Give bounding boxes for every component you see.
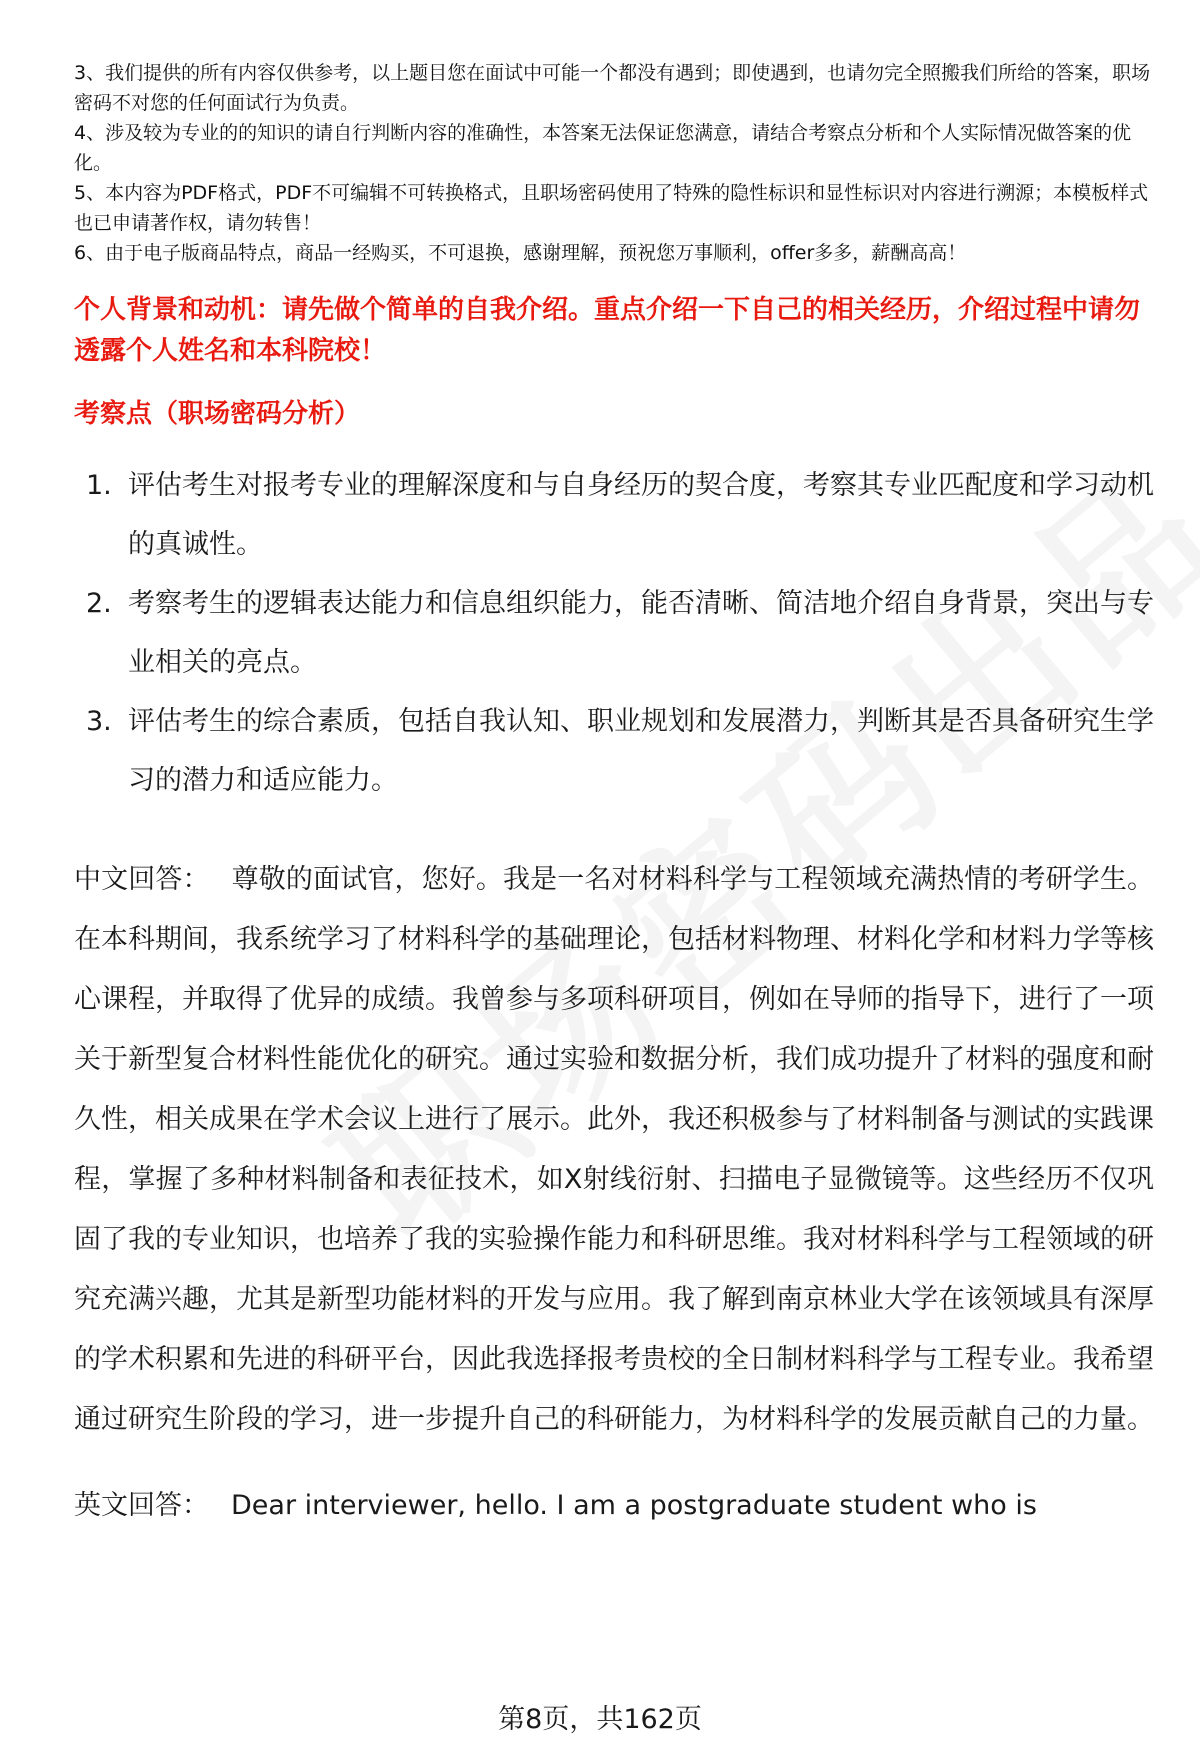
notes-block bbox=[74, 58, 1154, 268]
answer-english-label: 英文回答： bbox=[74, 1490, 209, 1521]
answer-english-text: Dear interviewer, hello. I am a postgraduate student who is bbox=[231, 1490, 1037, 1521]
analysis-point bbox=[74, 574, 1154, 692]
document-page bbox=[74, 58, 1154, 1526]
analysis-point bbox=[74, 456, 1154, 574]
point-number: 1. bbox=[86, 470, 112, 501]
interview-question: 个人背景和动机：请先做个简单的自我介绍。重点介绍一下自己的相关经历，介绍过程中请勿透露个人姓名和本科院校！ bbox=[74, 295, 1141, 366]
page-footer: 第8页，共162页 bbox=[498, 1704, 702, 1735]
answer-chinese-text: 尊敬的面试官，您好。我是一名对材料科学与工程领域充满热情的考研学生。在本科期间，我系统学习了材料科学的基础理论，包括材料物理、材料化学和材料力学等核心课程，并取得了优异的成绩。我曾参与多项科研项目，例如在导师的指导下，进行了一项关于新型复合材料性能优化的研究。通过实验和数据分析，我们成功提升了材料的强度和耐久性，相关成果在学术会议上进行了展示。此外，我还积极参与了材料制备与测试的实践课程，掌握了多种材料制备和表征技术，如X射线衍射、扫描电子显微镜等。这些经历不仅巩固了我的专业知识，也培养了我的实验操作能力和科研思维。我对材料科学与工程领域的研究充满兴趣，尤其是新型功能材料的开发与应用。我了解到南京林业大学在该领域具有深厚的学术积累和先进的科研平台，因此我选择报考贵校的全日制材料科学与工程专业。我希望通过研究生阶段的学习，进一步提升自己的科研能力，为材料科学的发展贡献自己的力量。 bbox=[74, 864, 1155, 1435]
point-text: 考察考生的逻辑表达能力和信息组织能力，能否清晰、简洁地介绍自身背景，突出与专业相关的亮点。 bbox=[128, 588, 1154, 678]
answer-chinese bbox=[74, 850, 1154, 1450]
analysis-point bbox=[74, 692, 1154, 810]
section-title-analysis: 考察点（职场密码分析） bbox=[74, 399, 361, 429]
analysis-points bbox=[74, 456, 1154, 810]
note-item: 4、涉及较为专业的的知识的请自行判断内容的准确性，本答案无法保证您满意，请结合考察点分析和个人实际情况做答案的优化。 bbox=[74, 122, 1132, 174]
point-text: 评估考生的综合素质，包括自我认知、职业规划和发展潜力，判断其是否具备研究生学习的潜力和适应能力。 bbox=[128, 706, 1154, 796]
note-item: 3、我们提供的所有内容仅供参考，以上题目您在面试中可能一个都没有遇到；即使遇到，也请勿完全照搬我们所给的答案，职场密码不对您的任何面试行为负责。 bbox=[74, 62, 1151, 114]
answer-english bbox=[74, 1486, 1154, 1526]
point-number: 2. bbox=[86, 588, 112, 619]
point-text: 评估考生对报考专业的理解深度和与自身经历的契合度，考察其专业匹配度和学习动机的真诚性。 bbox=[128, 470, 1154, 560]
note-item: 5、本内容为PDF格式，PDF不可编辑不可转换格式，且职场密码使用了特殊的隐性标识和显性标识对内容进行溯源；本模板样式也已申请著作权，请勿转售！ bbox=[74, 182, 1149, 234]
note-item: 6、由于电子版商品特点，商品一经购买，不可退换，感谢理解，预祝您万事顺利，offer多多，薪酬高高！ bbox=[74, 242, 967, 264]
point-number: 3. bbox=[86, 706, 112, 737]
answer-chinese-label: 中文回答： bbox=[74, 864, 210, 895]
